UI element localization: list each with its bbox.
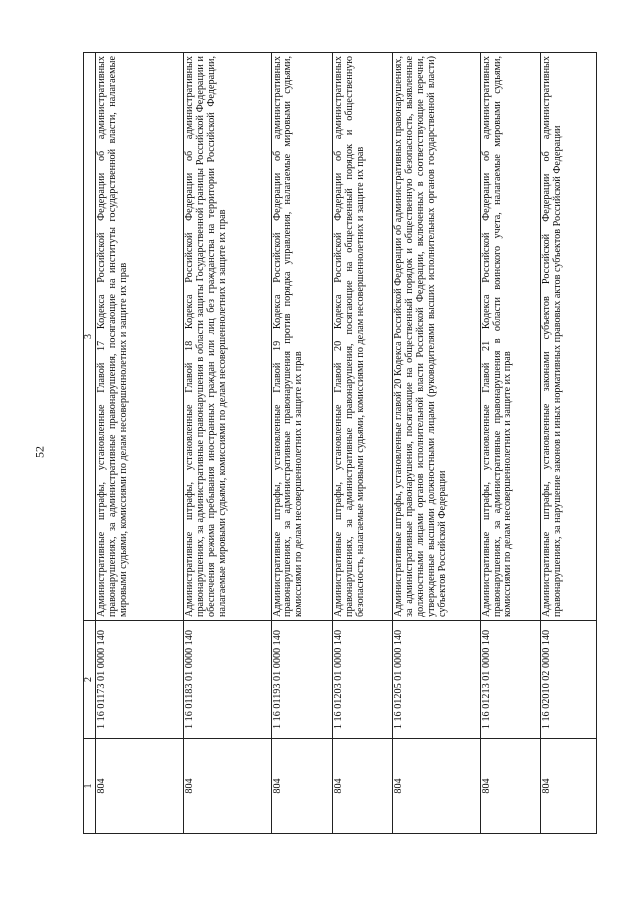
kbk-code-cell: 1 16 01173 01 0000 140 (96, 621, 184, 739)
admin-code-cell: 804 (271, 739, 333, 834)
table-row (541, 53, 597, 834)
kbk-code-cell: 1 16 01205 01 0000 140 (393, 621, 480, 739)
rotated-table-container (83, 52, 597, 834)
description-cell: Административные штрафы, установленные Главой 17 Кодекса Российской Федерации об административных правонарушениях, за административные правонарушения, посягающие на институты государственной власти, налагаемые мировыми судьями, комиссиями по делам несовершеннолетних и защите их прав (96, 53, 184, 621)
kbk-code-cell: 1 16 01203 01 0000 140 (333, 621, 393, 739)
description-cell: Административные штрафы, установленные Главой 19 Кодекса Российской Федерации об административных правонарушениях, за административные правонарушения против порядка управления, налагаемые мировыми судьями, комиссиями по делам несовершеннолетних и защите их прав (271, 53, 333, 621)
description-cell: Административные штрафы, установленные законами субъектов Российской Федерации об административных правонарушениях, за нарушение законов и иных нормативных правовых актов субъектов Российской Федерации (541, 53, 597, 621)
kbk-code-cell: 1 16 01193 01 0000 140 (271, 621, 333, 739)
table-row (271, 53, 333, 834)
table-row (393, 53, 480, 834)
budget-codes-table (83, 52, 597, 834)
kbk-code-cell: 1 16 01213 01 0000 140 (480, 621, 540, 739)
description-cell: Административные штрафы, установленные Главой 20 Кодекса Российской Федерации об административных правонарушениях, за административные правонарушения, посягающие на общественный порядок и общественную безопасность, налагаемые мировыми судьями, комиссиями по делам несовершеннолетних и защите их прав (333, 53, 393, 621)
admin-code-cell: 804 (480, 739, 540, 834)
table-row (480, 53, 540, 834)
admin-code-cell: 804 (393, 739, 480, 834)
table-row (333, 53, 393, 834)
page-number: 52 (32, 446, 47, 458)
header-col-3: 3 (84, 53, 96, 621)
description-cell: Административные штрафы, установленные главой 20 Кодекса Российской Федерации об административных правонарушениях, за административные правонарушения, посягающие на общественный порядок и общественную безопасность, выявленные должностными лицами органов исполнительной власти Российской Федерации, включенных в соответствующие перечни, утвержденные высшими должностными лицами (руководителями высших исполнительных органов государственной власти) субъектов Российской Федерации (393, 53, 480, 621)
description-cell: Административные штрафы, установленные Главой 21 Кодекса Российской Федерации об административных правонарушениях, за административные правонарушения в области воинского учета, налагаемые мировыми судьями, комиссиями по делам несовершеннолетних и защите их прав (480, 53, 540, 621)
description-cell: Административные штрафы, установленные Главой 18 Кодекса Российской Федерации об административных правонарушениях, за административные правонарушения в области защиты Государственной границы Российской Федерации и обеспечения режима пребывания иностранных граждан или лиц без гражданства на территории Российской Федерации, налагаемые мировыми судьями, комиссиями по делам несовершеннолетних и защите их прав (184, 53, 271, 621)
header-col-1: 1 (84, 739, 96, 834)
admin-code-cell: 804 (541, 739, 597, 834)
admin-code-cell: 804 (96, 739, 184, 834)
kbk-code-cell: 1 16 01183 01 0000 140 (184, 621, 271, 739)
kbk-code-cell: 1 16 02010 02 0000 140 (541, 621, 597, 739)
admin-code-cell: 804 (184, 739, 271, 834)
header-col-2: 2 (84, 621, 96, 739)
table-row (96, 53, 184, 834)
table-header-row (84, 53, 96, 834)
table-row (184, 53, 271, 834)
admin-code-cell: 804 (333, 739, 393, 834)
